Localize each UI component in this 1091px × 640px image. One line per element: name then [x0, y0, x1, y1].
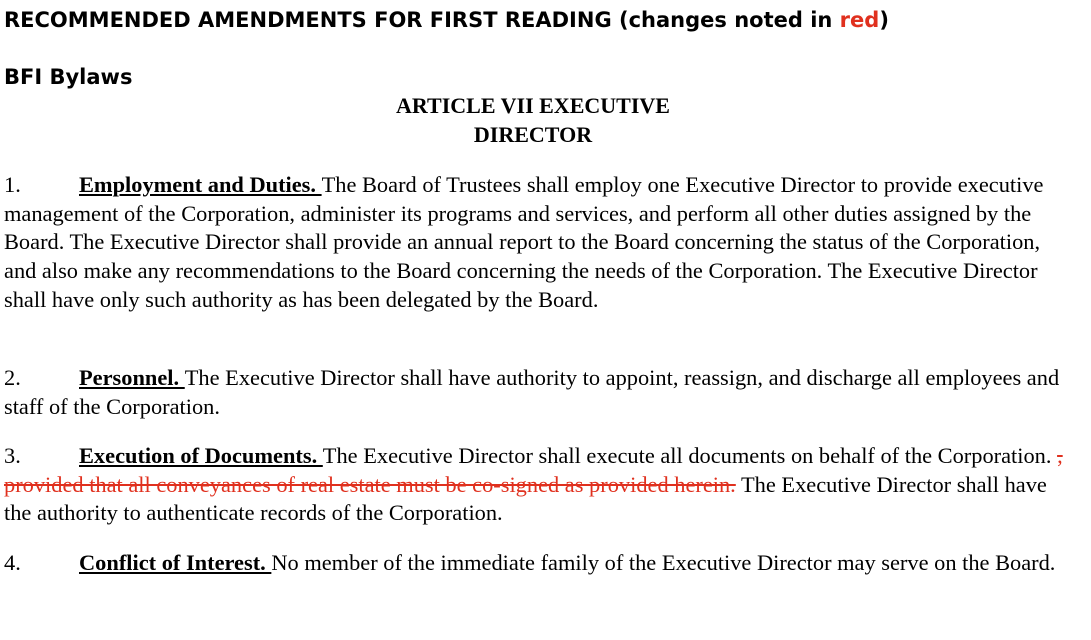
- section-body: No member of the immediate family of the Executive Director may serve on the Board.: [271, 550, 1056, 575]
- section-employment-and-duties: [4, 171, 1066, 315]
- section-heading: Execution of Documents.: [79, 443, 323, 468]
- section-heading: Employment and Duties.: [79, 172, 322, 197]
- section-body: The Board of Trustees shall employ one Executive Director to provide executive management of the Corporation, administer its programs and services, and perform all other duties assigned by the Board. The Executive Director shall provide an annual report to the Board concerning the status of the Corporation, and also make any recommendations to the Board concerning the needs of the Corporation. The Executive Director shall have only such authority as has been delegated by the Board.: [4, 172, 1044, 312]
- section-personnel: [4, 364, 1066, 421]
- section-number: 4.: [4, 550, 21, 575]
- article-title-line-2: DIRECTOR: [473, 122, 593, 147]
- red-word: red: [839, 8, 880, 32]
- section-number: 1.: [4, 172, 21, 197]
- article-title-line-1: ARTICLE VII EXECUTIVE: [396, 93, 670, 118]
- amendments-heading-close: ): [879, 8, 889, 32]
- section-body-after: The Executive Director shall have the authority to authenticate records of the Corporation.: [4, 471, 1047, 526]
- section-body-before: The Executive Director shall execute all documents on behalf of the Corporation.: [322, 443, 1058, 468]
- struck-amendment-text: , provided that all conveyances of real estate must be co-signed as provided herein.: [4, 443, 1063, 497]
- section-heading: Personnel.: [79, 365, 185, 390]
- section-body: The Executive Director shall have authority to appoint, reassign, and discharge all employees and staff of the Corporation.: [4, 365, 1060, 419]
- section-execution-of-documents: [4, 442, 1066, 528]
- section-number: 2.: [4, 365, 21, 390]
- section-number: 3.: [4, 443, 21, 468]
- section-heading: Conflict of Interest.: [79, 550, 272, 575]
- amendments-heading-text: RECOMMENDED AMENDMENTS FOR FIRST READING (changes noted in: [4, 8, 840, 32]
- section-conflict-of-interest: [4, 549, 1066, 578]
- bylaws-title: BFI Bylaws: [4, 65, 133, 89]
- amendments-heading: [4, 7, 889, 33]
